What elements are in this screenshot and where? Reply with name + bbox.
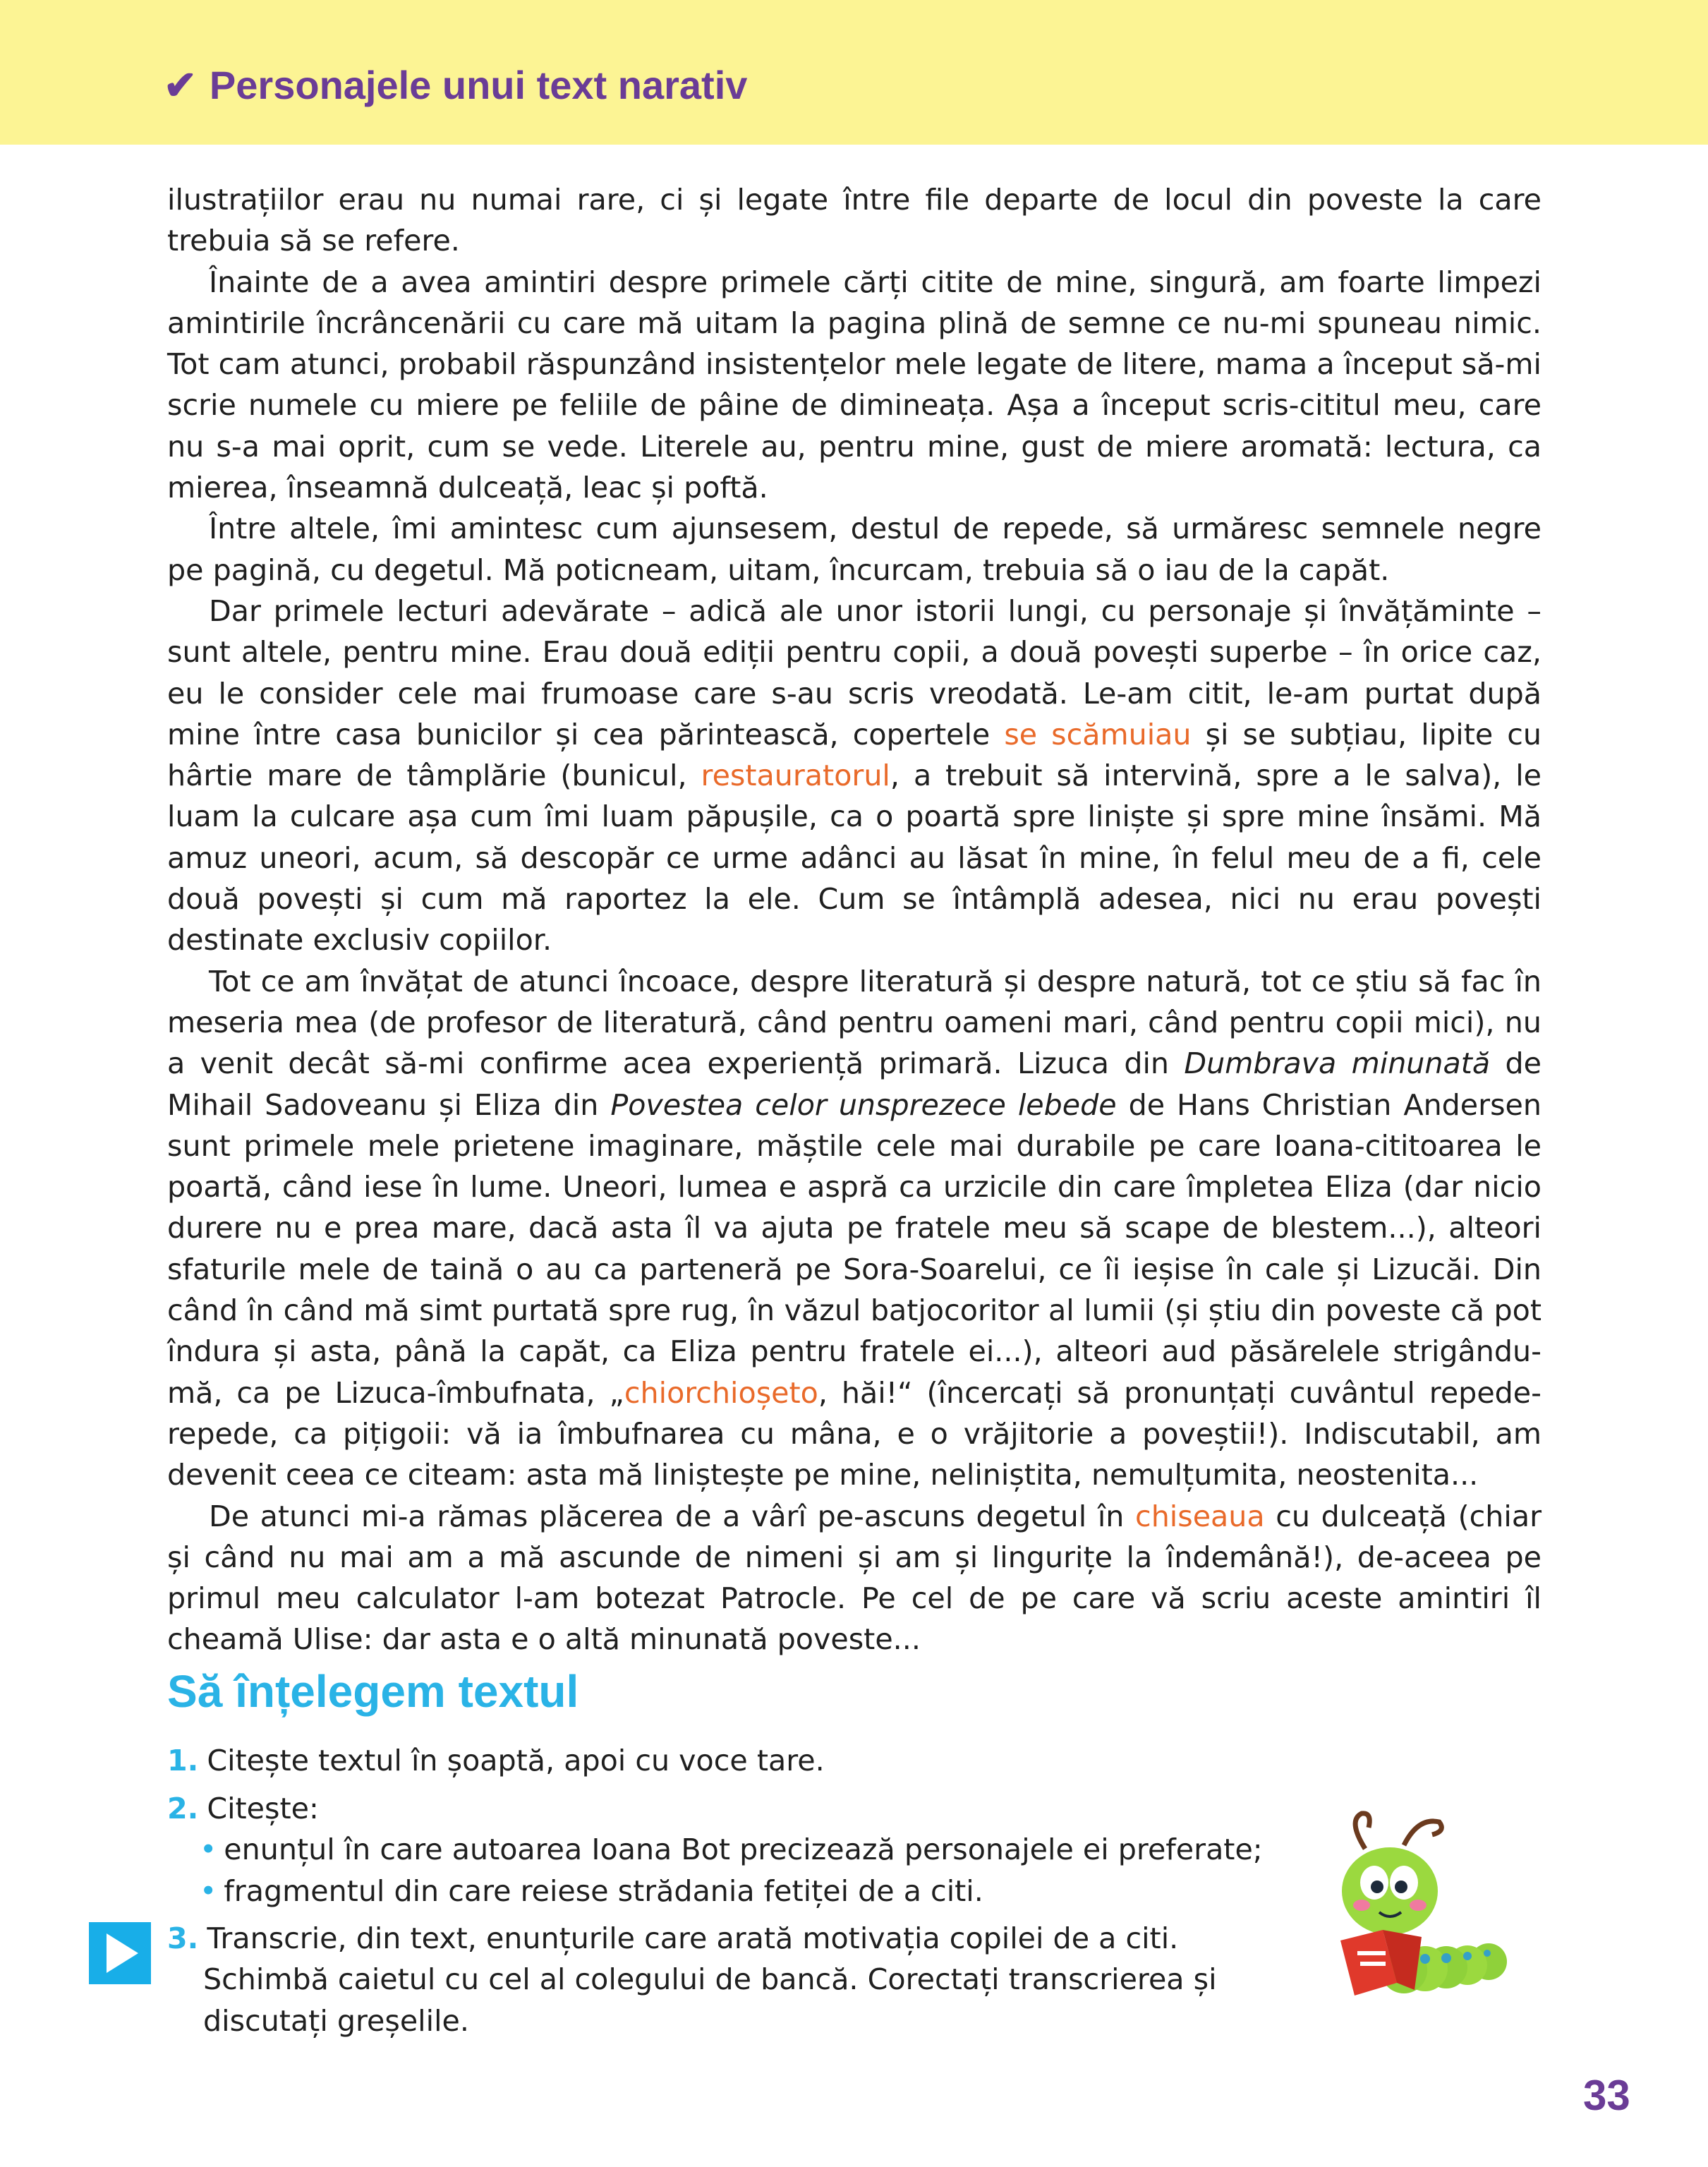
book-title: Povestea celor unsprezece lebede [610,1087,1117,1122]
exercise-3 [167,1918,1217,2041]
exercise-text: Citește textul în șoaptă, apoi cu voce tare. [207,1744,825,1777]
exercise-text: discutați greșelile. [203,2003,469,2038]
story-text [167,179,1542,1660]
exercise-text: Transcrie, din text, enunțurile care arată motivația copilei de a citi. [207,1921,1179,1955]
exercise-number: 2. [167,1792,199,1825]
caterpillar-reading-icon [1298,1806,1510,2018]
exercise-text: Schimbă caietul cu cel al colegului de bancă. Corectați transcrierea și [203,1962,1217,1997]
play-icon[interactable] [89,1922,151,1984]
paragraph: Între altele, îmi amintesc cum ajunsesem, destul de repede, să urmăresc semnele negre pe pagină, cu degetul. Mă poticneam, uitam, încurcam, trebuia să o iau de la capăt. [167,512,1542,587]
exercise-1 [167,1740,825,1781]
bullet-item: • enunțul în care autoarea Ioana Bot precizează personajele ei preferate; [200,1833,1263,1867]
paragraph: De atunci mi-a rămas plăcerea de a vârî pe-ascuns degetul în chiseaua cu dulceață (chiar și când nu mai am a mă ascunde de nimeni și am și lingurițe la îndemână!), de-aceea pe primul meu calculator l-am botezat Patrocle. Pe cel de pe care vă scriu aceste amintiri îl cheamă Ulise: dar asta e o altă minunată poveste... [167,1499,1542,1657]
page-title [164,62,747,109]
paragraph: Tot ce am învățat de atunci încoace, despre literatură și despre natură, tot ce știu să fac în meseria mea (de profesor de literatură, când pentru oameni mari, când pentru copii mici), nu a venit decât să-mi confirme acea experiență primară. Lizuca din Dumbrava minunată de Mihail Sadoveanu și Eliza din Povestea celor unsprezece lebede de Hans Christian Andersen sunt primele mele prietene imaginare, măștile cele mai durabile pe care Ioana-cititoarea le poartă, când iese în lume. Uneori, lumea e aspră ca urzicile din care împletea Eliza (dar nicio durere nu e prea mare, dacă asta îl va ajuta pe fratele meu să scape de blestem...), alteori sfaturile mele de taină o au ca parteneră pe Sora-Soarelui, ce îi ieșise în cale și Lizucăi. Din când în când mă simt purtată spre rug, în văzul batjocoritor al lumii (și știu din poveste că pot îndura și asta, până la capăt, ca Eliza pentru fratele ei...), alteori aud păsărelele strigându-mă, ca pe Lizuca-îmbufnata, „chiorchioșeto, hăi!“ (încercați să pronunțați cuvântul repede-repede, ca pițigoii: vă ia îmbufnarea cu mâna, e o vrăjitorie a poveștii!). Indiscutabil, am devenit ceea ce citeam: asta mă liniștește pe mine, neliniștita, nemulțumita, neostenita... [167,964,1542,1492]
section-title: Să înțelegem textul [167,1666,579,1717]
checkmark-icon: ✔ [164,63,197,107]
paragraph: Dar primele lecturi adevărate – adică ale unor istorii lungi, cu personaje și învățăminte – sunt altele, pentru mine. Erau două ediții pentru copii, a două povești superbe – în orice caz, eu le consider cele mai frumoase care s-au scris vreodată. Le-am citit, le-am purtat după mine între casa bunicilor și cea părintească, copertele se scămuiau și se subțiau, lipite cu hârtie mare de tâmplărie (bunicul, restauratorul, a trebuit să intervină, spre a le salva), le luam la culcare așa cum îmi luam păpușile, ca o poartă spre liniște și spre mine însămi. Mă amuz uneori, acum, să descopăr ce urme adânci au lăsat în mine, în felul meu de a fi, cele două povești și cum mă raportez la ele. Cum se întâmplă adesea, nici nu erau povești destinate exclusiv copiilor. [167,593,1542,958]
header-banner [0,0,1708,145]
page-title-text: Personajele unui text narativ [209,63,748,107]
book-title: Dumbrava minunată [1184,1046,1491,1081]
paragraph: ilustrațiilor erau nu numai rare, ci și legate între file departe de locul din poveste la care trebuia să se refere. [167,183,1542,258]
glossary-word[interactable]: se scămuiau [1004,717,1192,751]
page-number: 33 [1583,2072,1630,2119]
glossary-word[interactable]: chiorchioșeto [624,1375,818,1410]
glossary-word[interactable]: chiseaua [1135,1499,1265,1533]
paragraph: Înainte de a avea amintiri despre primele cărți citite de mine, singură, am foarte limpezi amintirile încrâncenării cu care mă uitam la pagina plină de semne ce nu-mi spuneau nimic. Tot cam atunci, probabil răspunzând insistențelor mele legate de litere, mama a început să-mi scrie numele cu miere pe feliile de pâine de dimineața. Așa a început scris-cititul meu, care nu s-a mai oprit, cum se vede. Literele au, pentru mine, gust de miere aromată: lectura, ca mierea, înseamnă dulceață, leac și poftă. [167,265,1542,505]
glossary-word[interactable]: restauratorul [701,759,890,793]
exercise-text: Citește: [207,1792,319,1825]
exercise-number: 1. [167,1744,199,1777]
bullet-item: • fragmentul din care reiese strădania fetiței de a citi. [200,1873,983,1908]
exercise-number: 3. [167,1921,199,1955]
exercise-2 [167,1788,1263,1912]
